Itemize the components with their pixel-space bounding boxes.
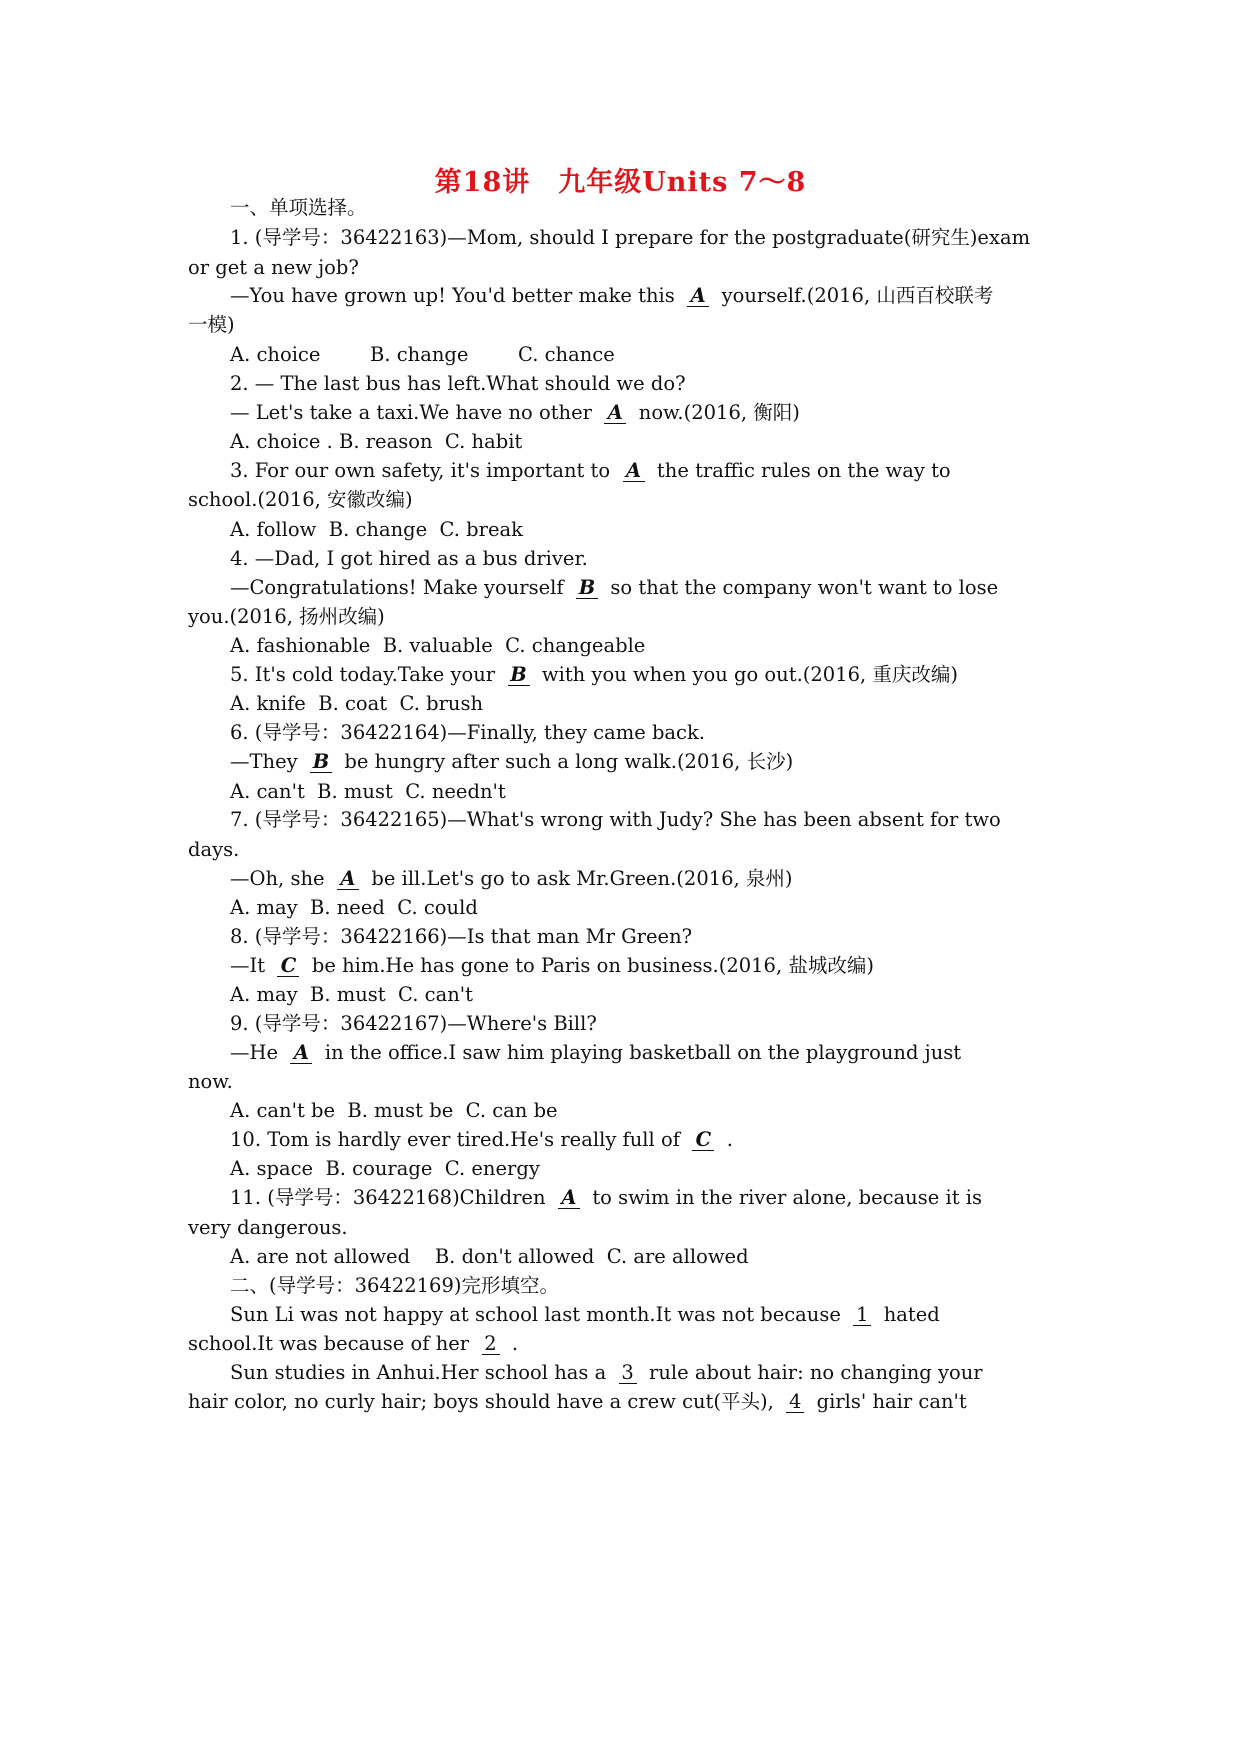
text-line — [230, 1245, 749, 1271]
text-line — [230, 1128, 733, 1154]
line-text-after-blank: . — [505, 1332, 519, 1355]
cloze-blank-number: 1 — [853, 1305, 871, 1326]
line-text: —Oh, she — [230, 867, 331, 890]
text-line — [230, 925, 692, 951]
text-line — [188, 256, 359, 282]
text-line — [230, 1186, 982, 1212]
text-line — [230, 284, 993, 310]
text-line — [188, 488, 413, 514]
text-line — [188, 1216, 348, 1242]
text-line — [230, 226, 1030, 252]
cloze-blank-number: 3 — [619, 1363, 637, 1384]
cloze-blank-number: 4 — [786, 1392, 804, 1413]
line-text: A. can't be B. must be C. can be — [230, 1099, 558, 1122]
line-text-after-blank: in the office.I saw him playing basketball on the playground just — [318, 1041, 962, 1064]
text-line — [230, 692, 483, 718]
line-text: or get a new job? — [188, 256, 359, 279]
text-line — [230, 954, 874, 980]
answer-blank: B — [508, 665, 530, 686]
line-text: —They — [230, 750, 304, 773]
text-line — [230, 896, 478, 922]
line-text: school.It was because of her — [188, 1332, 476, 1355]
text-line — [230, 1012, 597, 1038]
text-line — [230, 547, 588, 573]
text-line — [230, 343, 615, 369]
line-text: 2. — The last bus has left.What should we do? — [230, 372, 686, 395]
line-text: A. space B. courage C. energy — [230, 1157, 540, 1180]
text-line — [230, 1099, 558, 1125]
text-line — [188, 313, 235, 339]
line-text: hair color, no curly hair; boys should have a crew cut(平头), — [188, 1390, 781, 1413]
answer-blank: A — [604, 403, 626, 424]
text-line — [230, 721, 705, 747]
line-text: very dangerous. — [188, 1216, 348, 1239]
answer-blank: C — [692, 1130, 714, 1151]
text-line — [230, 780, 506, 806]
line-text: A. knife B. coat C. brush — [230, 692, 484, 715]
line-text-after-blank: yourself.(2016, 山西百校联考 — [715, 284, 994, 307]
answer-blank: A — [623, 461, 645, 482]
line-text: A. fashionable B. valuable C. changeable — [230, 634, 646, 657]
line-text: 6. (导学号：36422164)—Finally, they came back. — [230, 721, 705, 744]
text-line — [230, 634, 645, 660]
line-text: 11. (导学号：36422168)Children — [230, 1186, 552, 1209]
line-text: 二、(导学号：36422169)完形填空。 — [230, 1274, 559, 1297]
line-text: days. — [188, 838, 240, 861]
line-text: A. follow B. change C. break — [230, 518, 523, 541]
text-line — [230, 983, 473, 1009]
line-text: —You have grown up! You'd better make this — [230, 284, 681, 307]
text-line — [230, 1274, 559, 1300]
line-text: A. may B. must C. can't — [230, 983, 473, 1006]
line-text-after-blank: be hungry after such a long walk.(2016, 长沙) — [338, 750, 794, 773]
line-text-after-blank: be him.He has gone to Paris on business.(2016, 盐城改编) — [305, 954, 874, 977]
line-text: 8. (导学号：36422166)—Is that man Mr Green? — [230, 925, 693, 948]
text-line — [188, 838, 239, 864]
line-text: —It — [230, 954, 272, 977]
answer-blank: C — [277, 956, 299, 977]
line-text: A. are not allowed B. don't allowed C. are allowed — [230, 1245, 749, 1268]
line-text: 3. For our own safety, it's important to — [230, 459, 617, 482]
text-line — [230, 867, 793, 893]
text-line — [188, 1390, 967, 1416]
text-line — [230, 401, 800, 427]
line-text-after-blank: the traffic rules on the way to — [650, 459, 951, 482]
text-line — [230, 1157, 540, 1183]
line-text: —Congratulations! Make yourself — [230, 576, 570, 599]
text-line — [188, 1070, 233, 1096]
answer-blank: A — [687, 286, 709, 307]
text-line — [230, 663, 958, 689]
line-text-after-blank: so that the company won't want to lose — [604, 576, 999, 599]
line-text-after-blank: be ill.Let's go to ask Mr.Green.(2016, 泉州) — [365, 867, 793, 890]
page-title: 第18讲 九年级Units 7～8 — [434, 167, 807, 198]
line-text: A. can't B. must C. needn't — [230, 780, 506, 803]
cloze-blank-number: 2 — [482, 1334, 500, 1355]
line-text: Sun studies in Anhui.Her school has a — [230, 1361, 613, 1384]
answer-blank: A — [337, 869, 359, 890]
line-text-after-blank: with you when you go out.(2016, 重庆改编) — [535, 663, 959, 686]
line-text-after-blank: rule about hair: no changing your — [642, 1361, 983, 1384]
text-line — [230, 372, 686, 398]
line-text: 10. Tom is hardly ever tired.He's really full of — [230, 1128, 687, 1151]
text-line — [230, 1041, 961, 1067]
answer-blank: B — [310, 752, 332, 773]
line-text: 5. It's cold today.Take your — [230, 663, 502, 686]
line-text: school.(2016, 安徽改编) — [188, 488, 413, 511]
line-text: A. choice . B. reason C. habit — [230, 430, 523, 453]
line-text-after-blank: to swim in the river alone, because it is — [586, 1186, 982, 1209]
line-text: now. — [188, 1070, 233, 1093]
text-line — [230, 750, 793, 776]
answer-blank: A — [558, 1188, 580, 1209]
line-text: 一模) — [188, 313, 235, 336]
line-text-after-blank: now.(2016, 衡阳) — [632, 401, 800, 424]
line-text: — Let's take a taxi.We have no other — [230, 401, 599, 424]
line-text: Sun Li was not happy at school last month.It was not because — [230, 1303, 848, 1326]
line-text: A. may B. need C. could — [230, 896, 478, 919]
text-line — [230, 518, 523, 544]
text-line — [230, 196, 367, 222]
answer-blank: B — [576, 578, 598, 599]
text-line — [230, 459, 951, 485]
line-text: —He — [230, 1041, 285, 1064]
text-line — [188, 605, 385, 631]
section-heading: 一、单项选择。 — [230, 196, 367, 219]
line-text: 9. (导学号：36422167)—Where's Bill? — [230, 1012, 597, 1035]
text-line — [230, 430, 522, 456]
line-text-after-blank: . — [720, 1128, 733, 1151]
line-text: A. choice B. change C. chance — [230, 343, 615, 366]
answer-blank: A — [290, 1043, 312, 1064]
text-line — [188, 1332, 518, 1358]
line-text: you.(2016, 扬州改编) — [188, 605, 385, 628]
line-text-after-blank: hated — [877, 1303, 940, 1326]
text-line — [230, 808, 1001, 834]
text-line — [230, 1361, 983, 1387]
text-line — [230, 1303, 940, 1329]
line-text: 4. —Dad, I got hired as a bus driver. — [230, 547, 588, 570]
line-text-after-blank: girls' hair can't — [810, 1390, 967, 1413]
text-line — [230, 576, 998, 602]
line-text: 1. (导学号：36422163)—Mom, should I prepare for the postgraduate(研究生)exam — [230, 226, 1031, 249]
line-text: 7. (导学号：36422165)—What's wrong with Judy? She has been absent for two — [230, 808, 1001, 831]
